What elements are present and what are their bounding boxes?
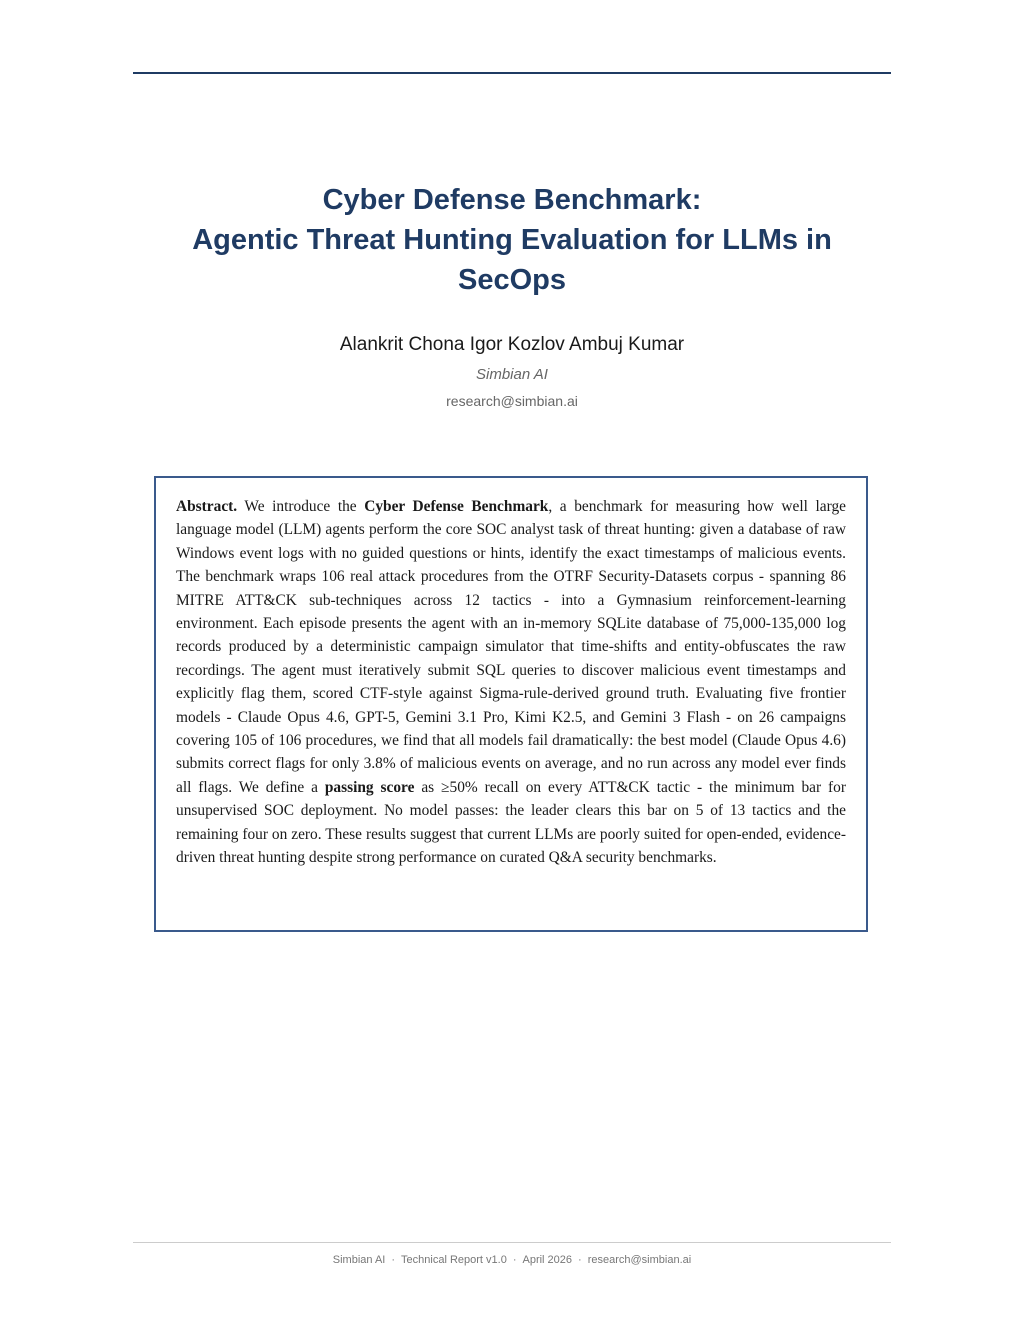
title-line-3: SecOps bbox=[458, 264, 566, 296]
footer-email: research@simbian.ai bbox=[587, 1254, 692, 1266]
affiliation: Simbian AI bbox=[476, 366, 548, 383]
footer-separator: · bbox=[512, 1254, 517, 1266]
footer-separator: · bbox=[578, 1254, 582, 1266]
abstract-label: Abstract. bbox=[176, 498, 238, 515]
benchmark-name: Cyber Defense Benchmark bbox=[364, 498, 549, 515]
footer-date: April 2026 bbox=[522, 1254, 573, 1266]
footer-separator: · bbox=[391, 1254, 396, 1266]
abstract-segment: , a benchmark for measuring how well large language model (LLM) agents perform the core SOC analyst task of threat hunting: given a database of raw Windows event logs with no guided questions or hints, identify the exact timestamps of malicious events. The benchmark wraps 106 real attack procedures from the OTRF Security-Datasets corpus - spanning 86 MITRE ATT&CK sub-techniques across 12 tactics - into a Gymnasium reinforcement-learning environment. Each episode presents the agent with an in-memory SQLite database of 75,000-135,000 log records produced by a deterministic campaign simulator that time-shifts and entity-obfuscates the raw recordings. The agent must iteratively submit SQL queries to discover malicious event timestamps and explicitly flag them, scored CTF-style against Sigma-rule-derived ground truth. Evaluating five frontier models - Claude Opus 4.6, GPT-5, Gemini 3.1 Pro, Kimi K2.5, and Gemini 3 Flash - on 26 campaigns covering 105 of 106 procedures, we find that all models fail dramatically: the best model (Claude Opus 4.6) submits correct flags for only 3.8% of malicious events on average, and no run across any model ever finds all flags. We define a bbox=[176, 498, 846, 796]
paper-title bbox=[133, 180, 891, 300]
abstract-text bbox=[176, 495, 846, 870]
author-list: Alankrit Chona Igor Kozlov Ambuj Kumar bbox=[339, 334, 685, 355]
abstract-segment: as ≥50% recall on every ATT&CK tactic - the minimum bar for unsupervised SOC deployment. No model passes: the leader clears this bar on 5 of 13 tactics and the remaining four on zero. These results suggest that current LLMs are poorly suited for open-ended, evidence-driven threat hunting despite strong performance on curated Q&A security benchmarks. bbox=[176, 778, 846, 867]
footer-report: Technical Report v1.0 bbox=[401, 1254, 507, 1266]
title-line-1: Cyber Defense Benchmark: bbox=[322, 184, 702, 216]
abstract-box bbox=[154, 476, 868, 932]
abstract-segment: We introduce the bbox=[237, 498, 365, 515]
contact-email: research@simbian.ai bbox=[446, 393, 578, 409]
passing-score-term: passing score bbox=[324, 778, 415, 796]
footer-org: Simbian AI bbox=[332, 1254, 386, 1266]
page-footer bbox=[133, 1254, 891, 1266]
footer-rule bbox=[133, 1242, 891, 1243]
title-line-2: Agentic Threat Hunting Evaluation for LLMs in bbox=[192, 224, 832, 256]
top-rule bbox=[133, 72, 891, 74]
